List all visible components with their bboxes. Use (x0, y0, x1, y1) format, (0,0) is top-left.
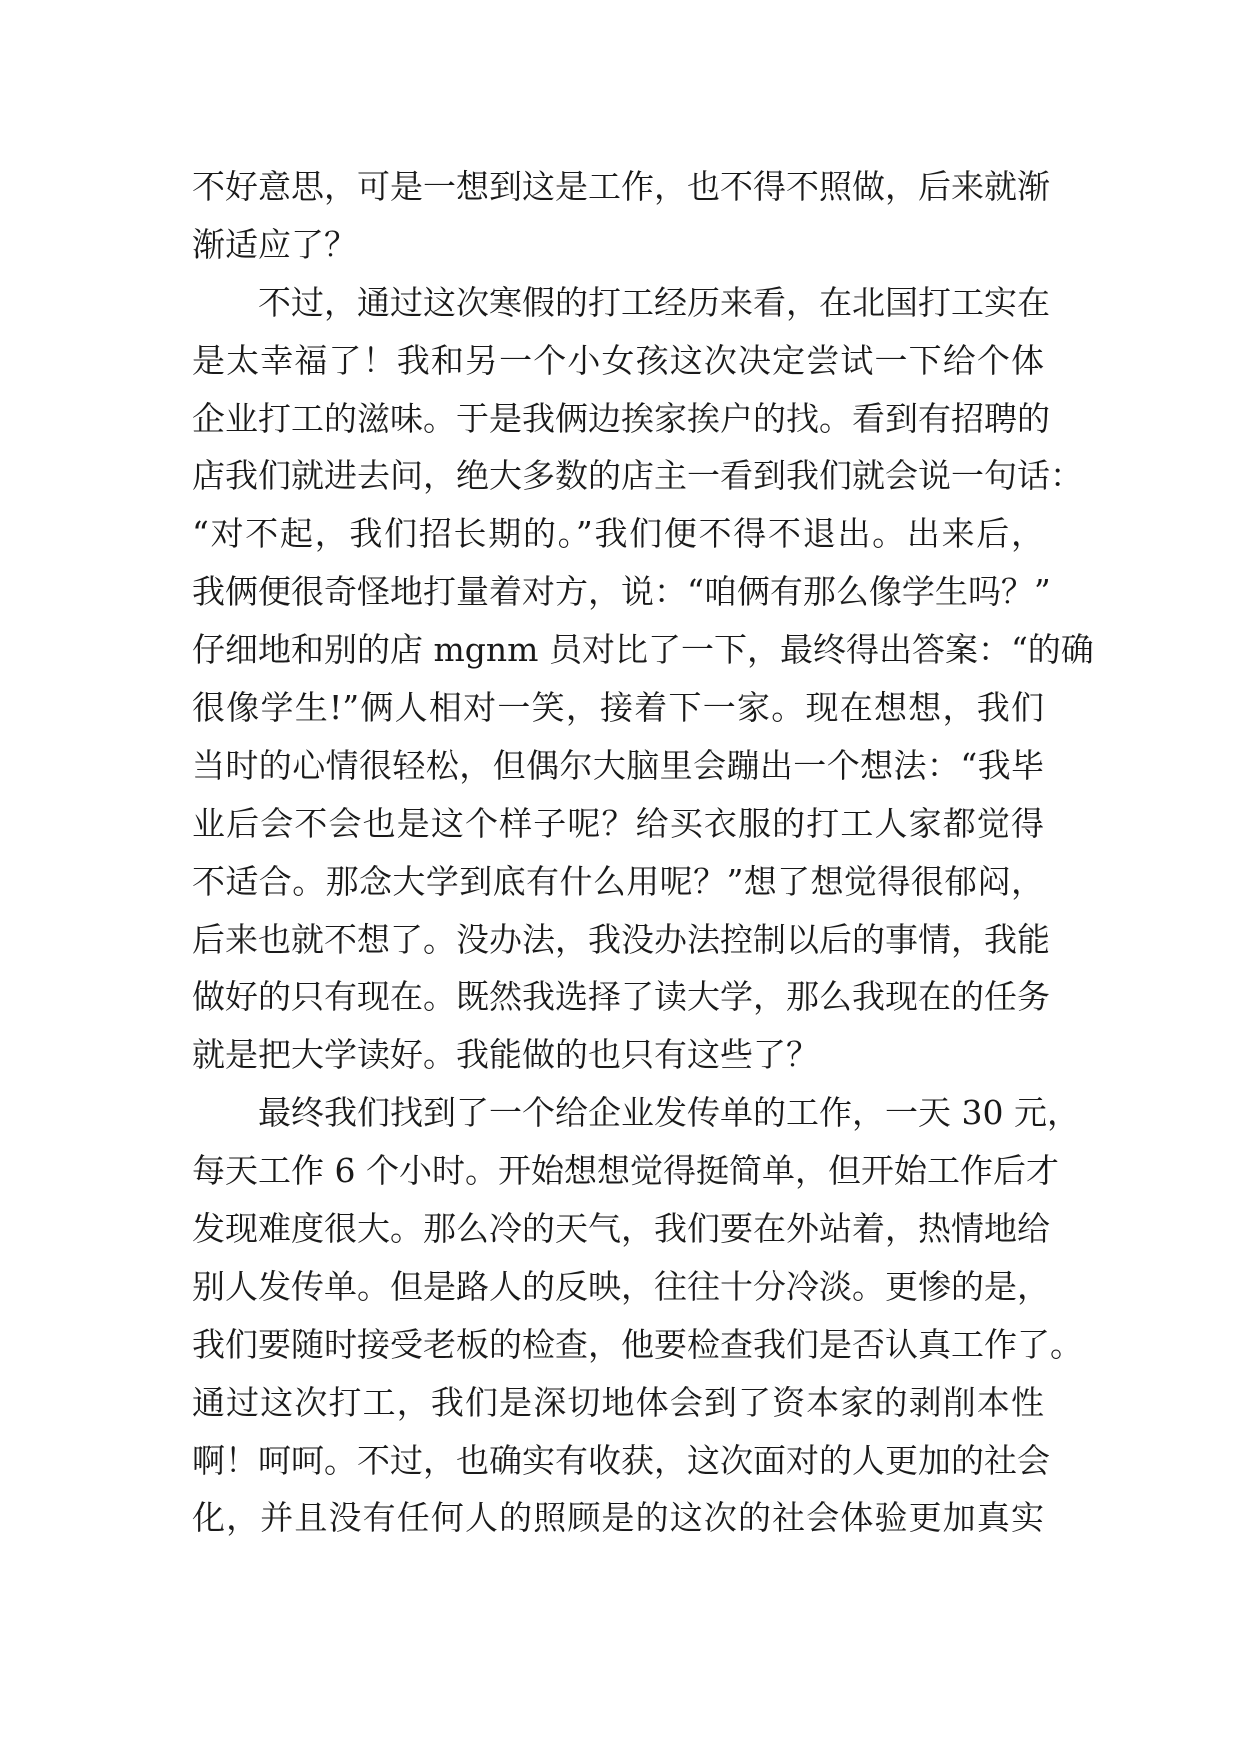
text-line: 不适合。那念大学到底有什么用呢？”想了想觉得很郁闷， (192, 861, 1044, 901)
text-line: 当时的心情很轻松，但偶尔大脑里会蹦出一个想法：“我毕 (192, 745, 1044, 785)
text-line: 啊！呵呵。不过，也确实有收获，这次面对的人更加的社会 (192, 1440, 1050, 1480)
text-line: 仔细地和别的店 mgnm 员对比了一下，最终得出答案：“的确 (192, 630, 1094, 670)
text-line: “对不起，我们招长期的。”我们便不得不退出。出来后， (192, 514, 1044, 554)
text-line: 就是把大学读好。我能做的也只有这些了？ (192, 1035, 819, 1075)
text-line: 渐适应了？ (192, 224, 357, 264)
body-text (192, 158, 1094, 1547)
text-line: 企业打工的滋味。于是我俩边挨家挨户的找。看到有招聘的 (192, 398, 1050, 438)
text-line: 做好的只有现在。既然我选择了读大学，那么我现在的任务 (192, 977, 1050, 1017)
text-line: 化，并且没有任何人的照顾是的这次的社会体验更加真实 (192, 1498, 1044, 1538)
text-line: 是太幸福了！我和另一个小女孩这次决定尝试一下给个体 (192, 340, 1044, 380)
text-line: 店我们就进去问，绝大多数的店主一看到我们就会说一句话： (192, 456, 1083, 496)
text-line: 我俩便很奇怪地打量着对方，说：“咱俩有那么像学生吗？” (192, 572, 1051, 612)
text-line: 业后会不会也是这个样子呢？给买衣服的打工人家都觉得 (192, 803, 1044, 843)
text-line: 通过这次打工，我们是深切地体会到了资本家的剥削本性 (192, 1382, 1044, 1422)
text-line: 不好意思，可是一想到这是工作，也不得不照做，后来就渐 (192, 167, 1050, 206)
text-line: 别人发传单。但是路人的反映，往往十分冷淡。更惨的是， (192, 1266, 1050, 1306)
text-line: 每天工作 6 个小时。开始想想觉得挺简单，但开始工作后才 (192, 1151, 1059, 1191)
text-line: 不过，通过这次寒假的打工经历来看，在北国打工实在 (258, 282, 1050, 322)
text-line: 后来也就不想了。没办法，我没办法控制以后的事情，我能 (192, 919, 1050, 959)
text-line: 最终我们找到了一个给企业发传单的工作，一天 30 元， (258, 1093, 1080, 1133)
text-line: 我们要随时接受老板的检查，他要检查我们是否认真工作了。 (192, 1324, 1083, 1364)
text-line: 发现难度很大。那么冷的天气，我们要在外站着，热情地给 (192, 1209, 1050, 1249)
text-line: 很像学生!”俩人相对一笑，接着下一家。现在想想，我们 (192, 688, 1044, 728)
